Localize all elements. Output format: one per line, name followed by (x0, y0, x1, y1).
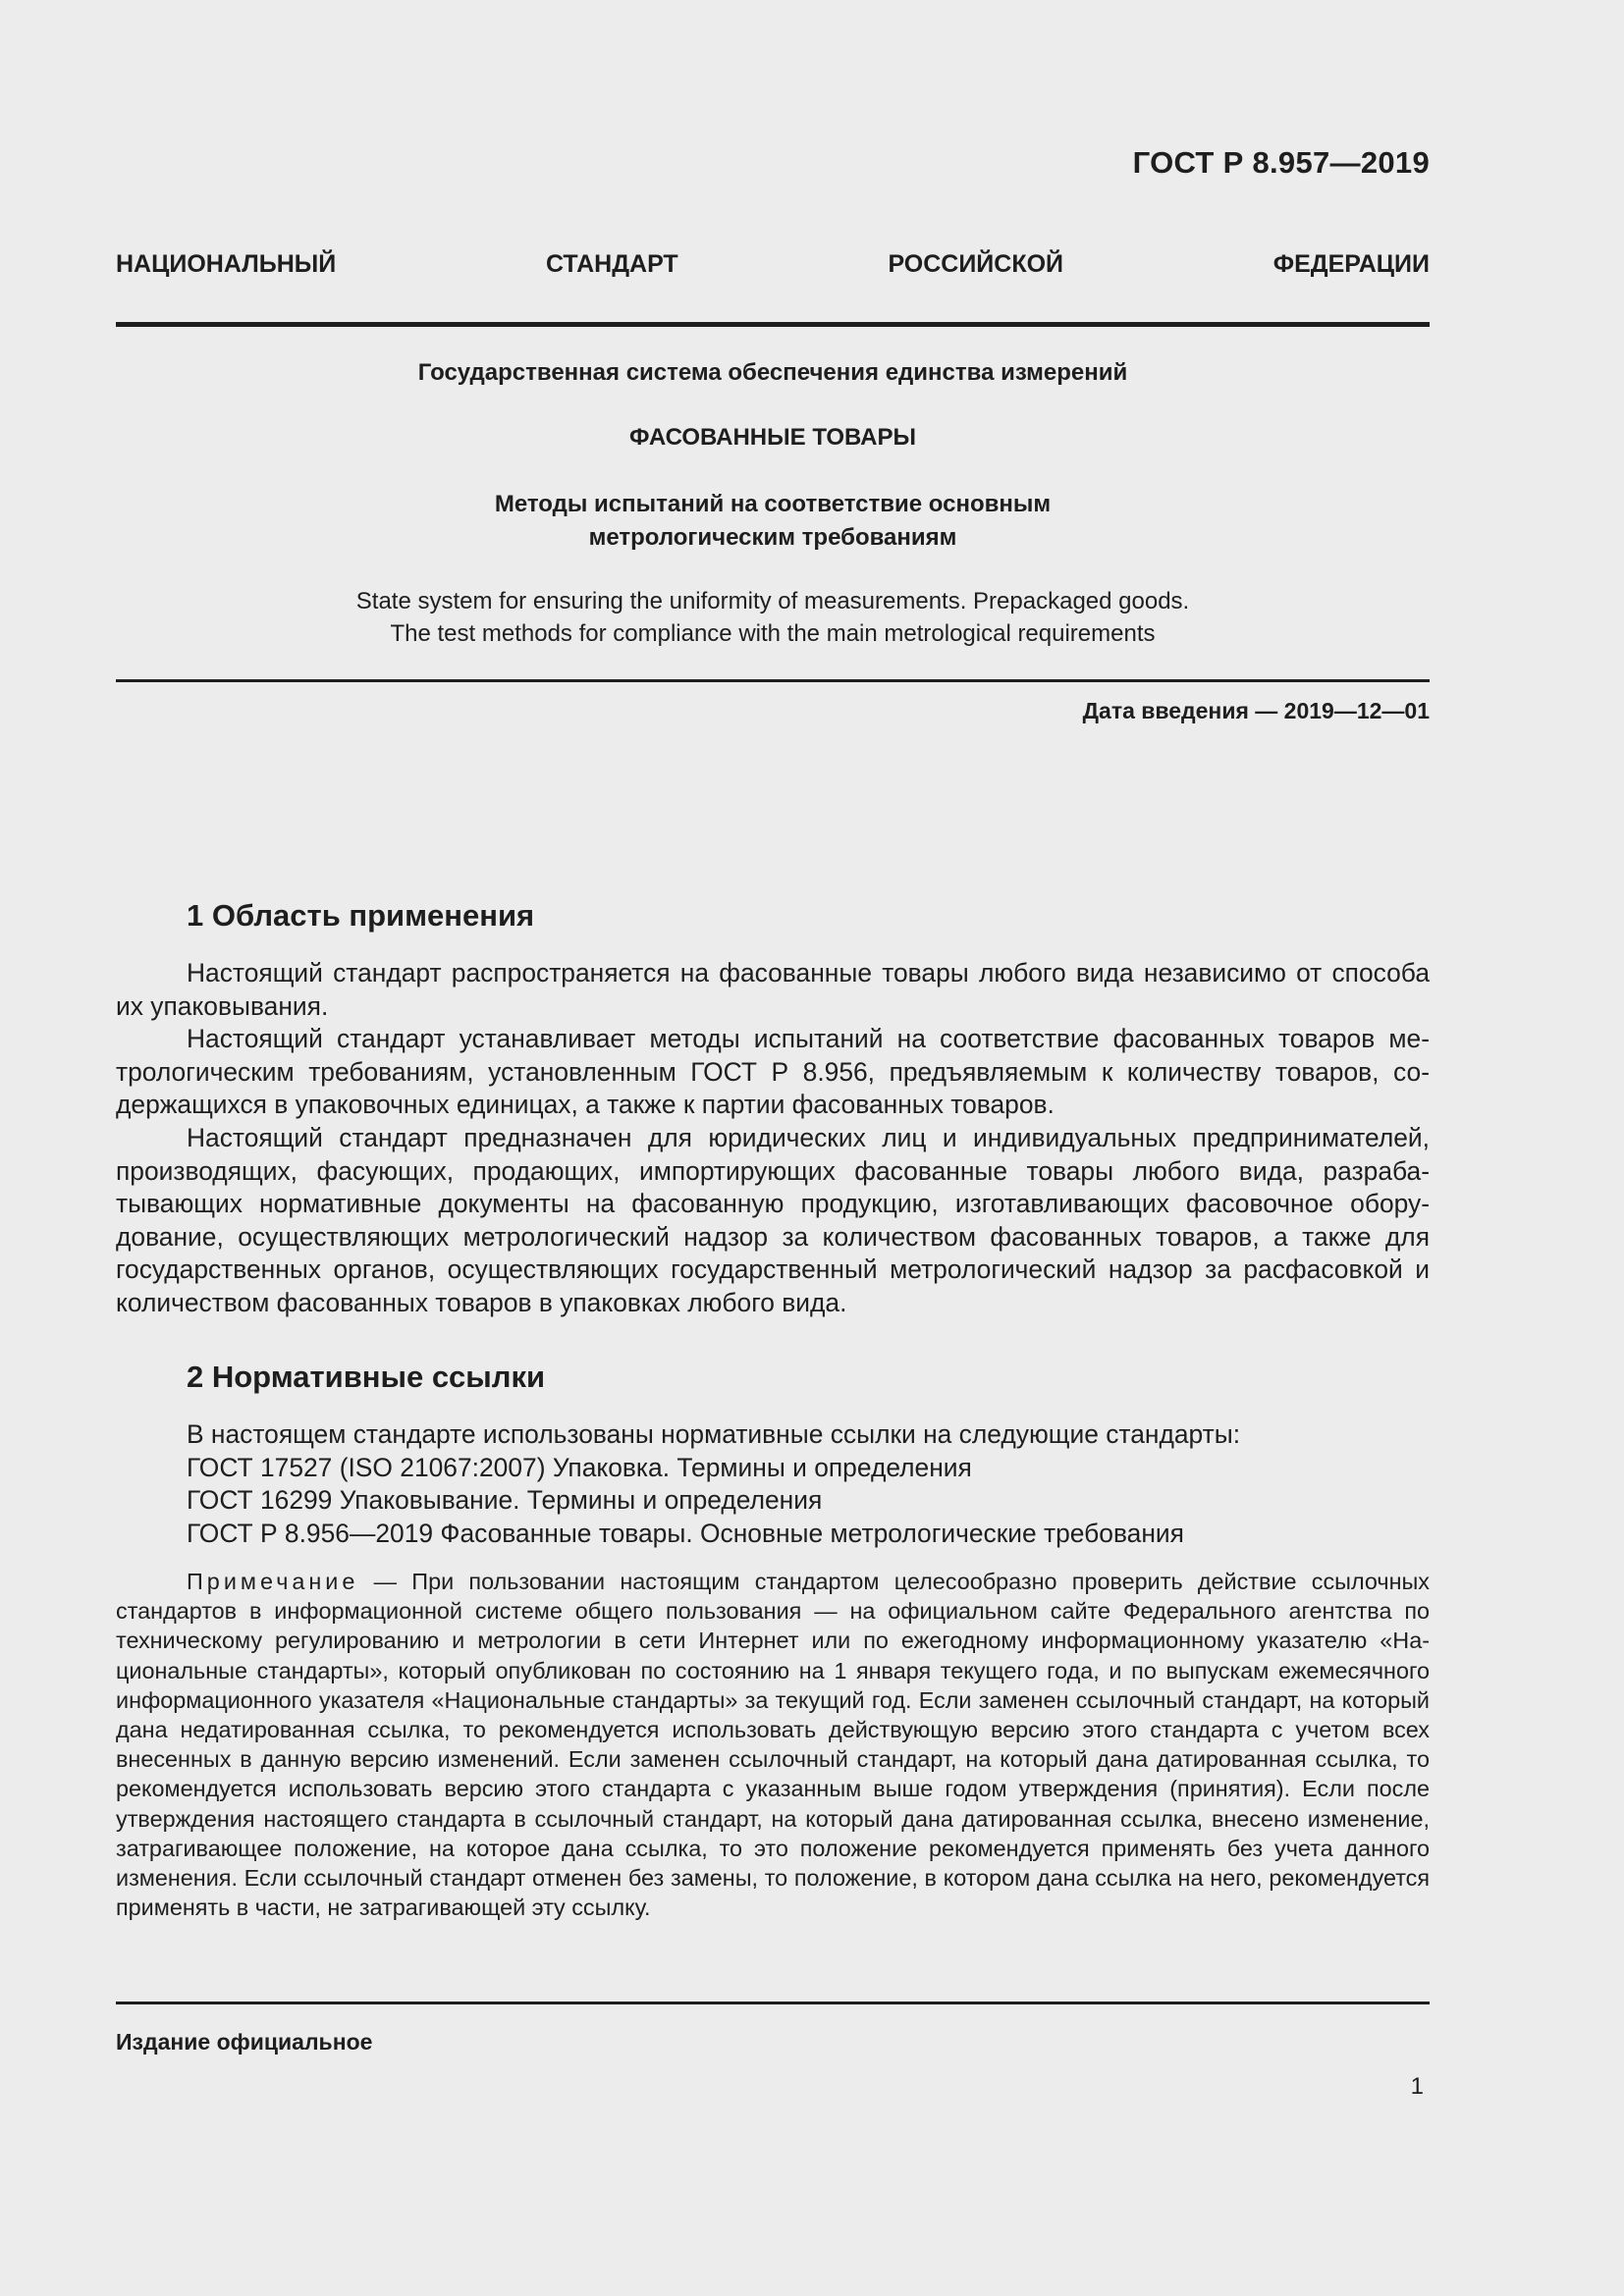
national-standard-banner: НАЦИОНАЛЬНЫЙ СТАНДАРТ РОССИЙСКОЙ ФЕДЕРАЦИИ (116, 250, 1430, 278)
document-number: ГОСТ Р 8.957—2019 (1132, 145, 1430, 180)
reference-item: ГОСТ Р 8.956—2019 Фасованные товары. Основные метрологические требования (187, 1518, 1184, 1548)
sub-title-line: метрологическим требованиям (588, 524, 957, 551)
note-paragraph (116, 1567, 1430, 1922)
english-title-line: The test methods for compliance with the main metrological requirements (390, 620, 1156, 647)
introduction-date: Дата введения — 2019—12—01 (1082, 698, 1430, 723)
system-title: Государственная система обеспечения единства измерений (417, 359, 1128, 386)
english-title (116, 585, 1430, 650)
section-1-body (116, 957, 1430, 1320)
reference-item: ГОСТ 16299 Упаковывание. Термины и определения (187, 1485, 823, 1516)
reference-item: ГОСТ 17527 (ISO 21067:2007) Упаковка. Термины и определения (187, 1452, 972, 1482)
main-title: ФАСОВАННЫЕ ТОВАРЫ (628, 424, 917, 451)
sub-title (116, 488, 1430, 555)
paragraph: Настоящий стандарт устанавливает методы испытаний на соответствие фасованных товаров метрологическим требованиям, установленным ГОСТ Р 8.956, предъявляемым к количеству товаров, содержащихся в упаковочных единицах, а также к партии фасованных товаров. (116, 1024, 1430, 1120)
section-2-heading: 2 Нормативные ссылки (187, 1360, 546, 1394)
note-label: Примечание (187, 1569, 359, 1594)
references-intro: В настоящем стандарте использованы нормативные ссылки на следующие стандарты: (187, 1419, 1241, 1449)
sub-title-line: Методы испытаний на соответствие основным (494, 491, 1052, 517)
top-divider (116, 322, 1430, 327)
section-1-heading: 1 Область применения (187, 898, 535, 933)
title-divider (116, 679, 1430, 682)
footer-divider (116, 2002, 1430, 2004)
note-block (116, 1567, 1430, 1922)
normative-references-list (187, 1418, 1240, 1550)
note-text: — При пользовании настоящим стандартом целесообразно проверить действие ссылочных стандартов в информационной системе общего пользования — на официальном сайте Федерального агентства по техническому регулированию и метрологии в сети Интернет или по ежегодному информационному указателю «Национальные стандарты», который опубликован по состоянию на 1 января текущего года, и по выпускам ежемесячного информационного указателя «Национальные стандарты» за текущий год. Если заменен ссылочный стандарт, на который дана недатированная ссылка, то рекомендуется использовать действующую версию этого стандарта с учетом всех внесенных в данную версию изменений. Если заменен ссылочный стандарт, на который дана датированная ссылка, то рекомендуется использовать версию этого стандарта с указанным выше годом утверждения (принятия). Если после утверждения настоящего стандарта в ссылочный стандарт, на который дана датированная ссылка, внесено изменение, затрагивающее положение, на которое дана ссылка, то это положение рекомендуется применять без учета данного изменения. Если ссылочный стандарт отменен без замены, то положение, в котором дана ссылка на него, рекомендуется применять в части, не затрагивающей эту ссылку. (116, 1569, 1430, 1921)
official-edition-label: Издание официальное (116, 2029, 373, 2055)
paragraph: Настоящий стандарт распространяется на фасованные товары любого вида независимо от способа их упаковывания. (116, 958, 1430, 1021)
english-title-line: State system for ensuring the uniformity of measurements. Prepackaged goods. (355, 588, 1190, 614)
paragraph: Настоящий стандарт предназначен для юридических лиц и индивидуальных предпринимателей, производящих, фасующих, продающих, импортирующих фасованные товары любого вида, разрабатывающих нормативные документы на фасованную продукцию, изготавливающих фасовочное оборудование, осуществляющих метрологический надзор за количеством фасованных товаров, а также для государственных органов, осуществляющих государственный метрологический надзор за расфасовкой и количеством фасованных товаров в упаковках любого вида. (116, 1122, 1430, 1317)
page-number: 1 (1410, 2073, 1424, 2100)
